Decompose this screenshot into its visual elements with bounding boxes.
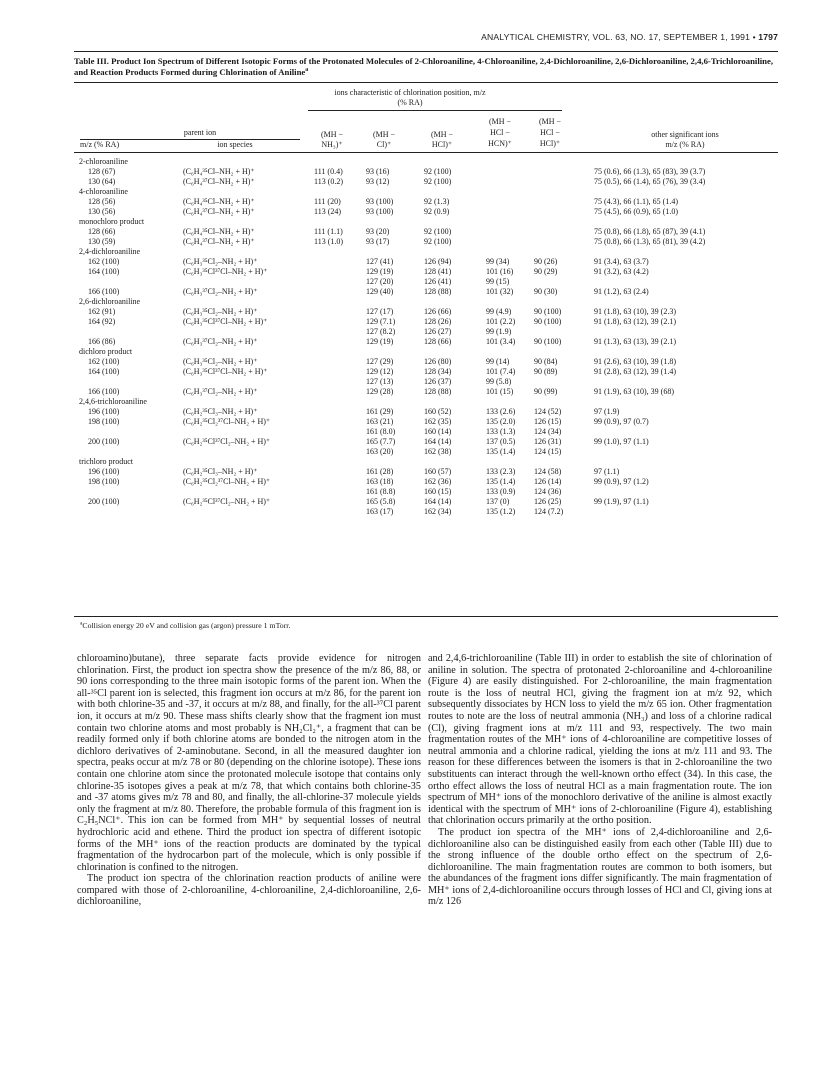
table-cell-hcn: 99 (5.8) — [486, 377, 512, 386]
table-cell-hcl2: 126 (15) — [534, 417, 562, 426]
table-cell-cl: 127 (29) — [366, 357, 394, 366]
table-cell-hcl: 128 (88) — [424, 287, 452, 296]
table-cell-cl: 127 (41) — [366, 257, 394, 266]
table-cell-hcn: 101 (7.4) — [486, 367, 516, 376]
table-cell-hcl: 126 (80) — [424, 357, 452, 366]
table-group-label: trichloro product — [79, 457, 133, 466]
body-column-right — [428, 653, 772, 908]
table-cell-hcn: 137 (0) — [486, 497, 510, 506]
table-cell-other: 91 (1.8), 63 (12), 39 (2.1) — [594, 317, 676, 326]
table-cell-mz: 196 (100) — [88, 467, 120, 476]
footnote-text: Collision energy 20 eV and collision gas (argon) pressure 1 mTorr. — [82, 621, 291, 630]
table-cell-cl: 129 (19) — [366, 337, 394, 346]
table-cell-other: 97 (1.1) — [594, 467, 620, 476]
table-cell-mz: 200 (100) — [88, 497, 120, 506]
table-cell-cl: 161 (8.8) — [366, 487, 396, 496]
table-cell-hcn: 135 (1.2) — [486, 507, 516, 516]
body-column-left — [77, 653, 421, 908]
table-cell-sp: (C₆H₃³⁵Cl₂–NH₂ + H)⁺ — [183, 257, 258, 266]
table-cell-hcl2: 126 (25) — [534, 497, 562, 506]
table-cell-hcl: 162 (38) — [424, 447, 452, 456]
table-cell-hcn: 101 (32) — [486, 287, 514, 296]
table-cell-hcl: 162 (36) — [424, 477, 452, 486]
table-cell-other: 75 (0.8), 66 (1.3), 65 (81), 39 (4.2) — [594, 237, 706, 246]
table-cell-hcn: 99 (1.9) — [486, 327, 512, 336]
table-cell-other: 99 (0.9), 97 (0.7) — [594, 417, 649, 426]
table-cell-hcl2: 124 (58) — [534, 467, 562, 476]
table-cell-cl: 161 (8.0) — [366, 427, 396, 436]
table-cell-hcl: 160 (57) — [424, 467, 452, 476]
table-bottom-rule — [74, 616, 778, 617]
table-cell-cl: 165 (5.8) — [366, 497, 396, 506]
table-cell-mz: 128 (56) — [88, 197, 116, 206]
table-cell-hcn: 135 (2.0) — [486, 417, 516, 426]
table-cell-other: 91 (1.3), 63 (13), 39 (2.1) — [594, 337, 676, 346]
col-other-line2: m/z (% RA) — [665, 140, 705, 149]
table-cell-mz: 130 (64) — [88, 177, 116, 186]
table-cell-nh3: 113 (24) — [314, 207, 342, 216]
table-cell-hcl2: 90 (30) — [534, 287, 558, 296]
table-cell-cl: 161 (28) — [366, 467, 394, 476]
table-cell-hcl: 160 (14) — [424, 427, 452, 436]
table-cell-mz: 166 (100) — [88, 287, 120, 296]
table-cell-sp: (C₆H₄³⁵Cl–NH₂ + H)⁺ — [183, 197, 255, 206]
table-group-label: 2,4,6-trichloroaniline — [79, 397, 147, 406]
table-cell-sp: (C₆H₂³⁵Cl₂³⁷Cl–NH₂ + H)⁺ — [183, 477, 271, 486]
left-paragraph-2: The product ion spectra of the chlorination reaction products of aniline were compared with those of 2-chloroaniline, 4-chloroaniline, 2,4-dichloroaniline, 2,6-dichloroaniline, — [77, 873, 421, 908]
col-other-line1: other significant ions — [651, 130, 719, 139]
table-cell-other: 91 (3.2), 63 (4.2) — [594, 267, 649, 276]
table-cell-other: 75 (0.5), 66 (1.4), 65 (76), 39 (3.4) — [594, 177, 706, 186]
table-cell-sp: (C₆H₄³⁷Cl–NH₂ + H)⁺ — [183, 207, 255, 216]
table-cell-hcn: 101 (2.2) — [486, 317, 516, 326]
top-rule — [74, 51, 778, 52]
table-cell-sp: (C₆H₄³⁷Cl–NH₂ + H)⁺ — [183, 177, 255, 186]
col-nh3-line1: (MH − — [320, 130, 344, 139]
table-cell-other: 91 (2.8), 63 (12), 39 (1.4) — [594, 367, 676, 376]
table-cell-sp: (C₆H₄³⁷Cl–NH₂ + H)⁺ — [183, 237, 255, 246]
table-cell-hcl: 128 (66) — [424, 337, 452, 346]
col-hcl-hcl-line1: (MH − — [538, 117, 562, 126]
table-cell-hcl: 128 (26) — [424, 317, 452, 326]
table-cell-mz: 164 (100) — [88, 267, 120, 276]
bullet: • — [752, 32, 756, 42]
table-cell-hcl: 126 (37) — [424, 377, 452, 386]
table-cell-cl: 163 (21) — [366, 417, 394, 426]
table-cell-mz: 196 (100) — [88, 407, 120, 416]
caption-rule — [74, 82, 778, 83]
table-group-label: 2-chloroaniline — [79, 157, 128, 166]
table-cell-other: 99 (1.0), 97 (1.1) — [594, 437, 649, 446]
table-cell-other: 75 (4.5), 66 (0.9), 65 (1.0) — [594, 207, 678, 216]
table-cell-sp: (C₆H₂³⁵Cl₃–NH₂ + H)⁺ — [183, 407, 258, 416]
table-cell-other: 91 (1.9), 63 (10), 39 (68) — [594, 387, 674, 396]
left-paragraph-1: chloroamino)butane), three separate facts provide evidence for nitrogen chlorination. First, the product ion spectra show the presence of the m/z 86, 88, or 90 ions corresponding to the three main isotopic forms of the parent ion. When the all-³⁵Cl parent ion is selected, this fragment ion occurs at m/z 86, for the parent ion with both chlorine-35 and -37, it occurs at m/z 88, and finally, for the all-³⁷Cl parent ion, it occurs at m/z 90. These mass shifts clearly show that the fragment ion must contain two chlorine atoms and most probably is NH₂Cl₂⁺, a fragment that can be readily formed only if both chlorine atoms are bonded to the nitrogen atom in the dichloro derivatives of 2-aminobutane. Second, in all the measured daughter ion spectra, peaks occur at m/z 78 or 80 (depending on the chlorine isotope). These ions contain one chlorine atom since the protonated molecule isotope that contains only chlorine-35 isotopes gives a peak at m/z 78, that which contains both chlorine-35 and -37 atoms gives m/z 78 and 80, and finally, the all-chlorine-37 molecule yields only the fragment at m/z 80. Therefore, the probable formula of this fragment ion is C₂H₅NCl⁺. This ion can be formed from MH⁺ by sequential losses of neutral hydrochloric acid and ethene. Third the product ion spectra of different isotopic forms of the MH⁺ ions of the reaction products are dominated by the typical fragmentation of the hydrocarbon part of the molecule, which is only possible if chlorination is confined to the nitrogen. — [77, 653, 421, 873]
table-cell-other: 99 (1.9), 97 (1.1) — [594, 497, 649, 506]
table-cell-cl: 93 (16) — [366, 167, 390, 176]
table-cell-hcl2: 90 (100) — [534, 337, 562, 346]
col-hcl-line1: (MH − — [430, 130, 454, 139]
table-cell-hcl2: 90 (100) — [534, 317, 562, 326]
table-cell-hcn: 101 (3.4) — [486, 337, 516, 346]
table-cell-hcl2: 90 (84) — [534, 357, 558, 366]
table-cell-other: 75 (4.3), 66 (1.1), 65 (1.4) — [594, 197, 678, 206]
table-cell-hcn: 99 (14) — [486, 357, 510, 366]
ions-char-underline — [308, 110, 562, 111]
col-hcl-hcn-line1: (MH − — [488, 117, 512, 126]
table-cell-cl: 129 (12) — [366, 367, 394, 376]
table-cell-hcn: 99 (4.9) — [486, 307, 512, 316]
table-cell-sp: (C₆H₂³⁵Cl₃–NH₂ + H)⁺ — [183, 467, 258, 476]
table-cell-sp: (C₆H₃³⁵Cl³⁷Cl–NH₂ + H)⁺ — [183, 317, 268, 326]
table-cell-hcl2: 124 (15) — [534, 447, 562, 456]
col-hcl-hcl-line3: HCl)⁺ — [539, 139, 561, 148]
table-cell-hcn: 99 (15) — [486, 277, 510, 286]
table-cell-hcn: 99 (34) — [486, 257, 510, 266]
journal-line: ANALYTICAL CHEMISTRY, VOL. 63, NO. 17, SEPTEMBER 1, 1991 — [481, 32, 751, 42]
table-cell-mz: 128 (66) — [88, 227, 116, 236]
table-cell-cl: 127 (8.2) — [366, 327, 396, 336]
table-cell-hcl: 164 (14) — [424, 497, 452, 506]
table-cell-other: 99 (0.9), 97 (1.2) — [594, 477, 649, 486]
table-cell-other: 91 (1.8), 63 (10), 39 (2.3) — [594, 307, 676, 316]
col-hcl-hcn-line3: HCN)⁺ — [488, 139, 512, 148]
table-cell-mz: 162 (100) — [88, 357, 120, 366]
table-cell-mz: 128 (67) — [88, 167, 116, 176]
table-cell-hcn: 135 (1.4) — [486, 447, 516, 456]
table-cell-cl: 129 (40) — [366, 287, 394, 296]
table-group-label: 2,6-dichloroaniline — [79, 297, 141, 306]
table-cell-hcl: 92 (100) — [424, 167, 452, 176]
table-cell-sp: (C₆H₄³⁵Cl–NH₂ + H)⁺ — [183, 227, 255, 236]
table-cell-mz: 130 (59) — [88, 237, 116, 246]
table-caption-text: Table III. Product Ion Spectrum of Different Isotopic Forms of the Protonated Molecules of 2-Chloroaniline, 4-Chloroaniline, 2,4-Dichloroaniline, 2,6-Dichloroaniline, 2,4,6-Trichloroaniline, and Reaction Products Formed during Chlorination of Aniline — [74, 56, 774, 77]
table-cell-sp: (C₆H₂³⁵Cl³⁷Cl₂–NH₂ + H)⁺ — [183, 437, 271, 446]
table-cell-other: 75 (0.8), 66 (1.8), 65 (87), 39 (4.1) — [594, 227, 706, 236]
table-cell-sp: (C₆H₃³⁵Cl³⁷Cl–NH₂ + H)⁺ — [183, 367, 268, 376]
running-header — [74, 32, 778, 42]
table-cell-hcn: 137 (0.5) — [486, 437, 516, 446]
table-cell-sp: (C₆H₃³⁵Cl₂–NH₂ + H)⁺ — [183, 357, 258, 366]
header-bottom-rule — [74, 152, 778, 153]
table-cell-cl: 163 (17) — [366, 507, 394, 516]
table-cell-hcl: 126 (66) — [424, 307, 452, 316]
table-cell-nh3: 111 (1.1) — [314, 227, 343, 236]
table-cell-sp: (C₆H₃³⁵Cl₂–NH₂ + H)⁺ — [183, 307, 258, 316]
table-cell-hcl: 126 (94) — [424, 257, 452, 266]
table-cell-hcl: 128 (88) — [424, 387, 452, 396]
col-cl-line1: (MH − — [372, 130, 396, 139]
table-cell-hcl: 160 (15) — [424, 487, 452, 496]
table-cell-other: 91 (1.2), 63 (2.4) — [594, 287, 649, 296]
table-cell-hcn: 133 (0.9) — [486, 487, 516, 496]
table-cell-hcn: 101 (16) — [486, 267, 514, 276]
table-cell-mz: 164 (92) — [88, 317, 116, 326]
table-cell-cl: 129 (19) — [366, 267, 394, 276]
table-cell-cl: 127 (17) — [366, 307, 394, 316]
table-cell-hcl2: 90 (26) — [534, 257, 558, 266]
table-cell-sp: (C₆H₃³⁷Cl₂–NH₂ + H)⁺ — [183, 387, 258, 396]
table-cell-mz: 162 (100) — [88, 257, 120, 266]
table-cell-hcn: 135 (1.4) — [486, 477, 516, 486]
table-cell-nh3: 111 (20) — [314, 197, 341, 206]
table-cell-hcl2: 124 (34) — [534, 427, 562, 436]
col-hcl-line2: HCl)⁺ — [431, 140, 453, 149]
table-cell-cl: 93 (20) — [366, 227, 390, 236]
table-cell-other: 97 (1.9) — [594, 407, 620, 416]
table-cell-cl: 93 (100) — [366, 197, 394, 206]
table-cell-hcl: 126 (41) — [424, 277, 452, 286]
table-cell-hcl2: 124 (36) — [534, 487, 562, 496]
table-cell-mz: 130 (56) — [88, 207, 116, 216]
col-hcl-hcl-line2: HCl − — [540, 128, 560, 137]
table-cell-cl: 163 (18) — [366, 477, 394, 486]
table-cell-other: 75 (0.6), 66 (1.3), 65 (83), 39 (3.7) — [594, 167, 706, 176]
table-cell-hcl2: 126 (14) — [534, 477, 562, 486]
table-cell-cl: 165 (7.7) — [366, 437, 396, 446]
col-species-heading: ion species — [217, 140, 253, 149]
table-cell-mz: 198 (100) — [88, 477, 120, 486]
table-cell-sp: (C₆H₄³⁵Cl–NH₂ + H)⁺ — [183, 167, 255, 176]
table-cell-nh3: 111 (0.4) — [314, 167, 343, 176]
table-cell-hcl: 92 (100) — [424, 177, 452, 186]
table-cell-hcl: 92 (0.9) — [424, 207, 450, 216]
table-cell-hcl: 128 (41) — [424, 267, 452, 276]
table-cell-hcl2: 90 (29) — [534, 267, 558, 276]
table-cell-cl: 129 (7.1) — [366, 317, 396, 326]
table-cell-mz: 166 (86) — [88, 337, 116, 346]
table-cell-sp: (C₆H₂³⁵Cl³⁷Cl₂–NH₂ + H)⁺ — [183, 497, 271, 506]
table-cell-hcl: 164 (14) — [424, 437, 452, 446]
table-cell-mz: 200 (100) — [88, 437, 120, 446]
table-group-label: 4-chloroaniline — [79, 187, 128, 196]
table-cell-hcl: 92 (1.3) — [424, 197, 450, 206]
table-cell-sp: (C₆H₃³⁷Cl₂–NH₂ + H)⁺ — [183, 287, 258, 296]
table-cell-cl: 127 (13) — [366, 377, 394, 386]
table-footnote — [80, 621, 290, 630]
table-group-label: dichloro product — [79, 347, 133, 356]
table-cell-hcl: 92 (100) — [424, 237, 452, 246]
page-number: 1797 — [758, 32, 778, 42]
table-cell-cl: 93 (17) — [366, 237, 390, 246]
caption-footnote-mark: a — [305, 67, 309, 74]
table-cell-hcl: 126 (27) — [424, 327, 452, 336]
table-cell-hcn: 133 (1.3) — [486, 427, 516, 436]
table-cell-hcn: 133 (2.3) — [486, 467, 516, 476]
table-cell-cl: 127 (20) — [366, 277, 394, 286]
right-paragraph-1: and 2,4,6-trichloroaniline (Table III) in order to establish the site of chlorination of aniline in solution. The spectra of protonated 2-chloroaniline and 4-chloroaniline (Figure 4) are easily distinguished. For 2-chloroaniline, the main fragmentation route is the loss of neutral HCl, giving the fragment ion at m/z 92, which subsequently dissociates by HCN loss to yield the m/z 65 ion. Other fragmentation routes to note are the loss of neutral ammonia (NH₃) and loss of a chlorine radical (Cl), giving fragment ions at m/z 111 and 93, respectively. The two main fragmentation routes of the MH⁺ ions of 4-chloroaniline are competitive losses of neutral ammonia and a chlorine radical, yielding the ions at m/z 111 and 93. The reason for these differences between the isomers is that in 2-chloroaniline the two substituents can interact through the well-known ortho effect (34). In this case, the ortho effect allows the loss of neutral HCl as a main fragmentation route. The ion spectrum of MH⁺ ions of the monochloro derivative of the aniline is almost exactly identical with the spectrum of MH⁺ ions of 2-chloroaniline (Figure 4), establishing that chlorination occurs primarily at the ortho position. — [428, 653, 772, 827]
col-mz-heading: m/z (% RA) — [80, 140, 120, 149]
col-nh3-line2: NH₃)⁺ — [321, 140, 343, 149]
table-cell-hcl2: 90 (100) — [534, 307, 562, 316]
table-cell-other: 91 (3.4), 63 (3.7) — [594, 257, 649, 266]
table-cell-cl: 161 (29) — [366, 407, 394, 416]
table-cell-cl: 93 (100) — [366, 207, 394, 216]
table-cell-hcl2: 124 (52) — [534, 407, 562, 416]
ions-char-heading-2: (% RA) — [397, 98, 423, 107]
right-paragraph-2: The product ion spectra of the MH⁺ ions of 2,4-dichloroaniline and 2,6-dichloroaniline also can be distinguished easily from each other (Table III) due to the strong influence of the double ortho effect on the spectrum of 2,6-dichloroaniline. The main fragmentation routes are common to both isomers, but the abundances of the fragment ions differ significantly. The main fragmentation of MH⁺ ions of 2,4-dichloroaniline occurs through losses of HCl and Cl, giving ions at m/z 126 — [428, 826, 772, 908]
table-cell-hcl: 162 (34) — [424, 507, 452, 516]
ions-char-heading-1: ions characteristic of chlorination position, m/z — [334, 88, 486, 97]
footnote-mark: a — [80, 620, 83, 627]
table-cell-hcn: 101 (15) — [486, 387, 514, 396]
table-cell-mz: 166 (100) — [88, 387, 120, 396]
col-hcl-hcn-line2: HCl − — [490, 128, 510, 137]
table-cell-hcl: 128 (34) — [424, 367, 452, 376]
table-cell-nh3: 113 (1.0) — [314, 237, 344, 246]
table-cell-sp: (C₆H₃³⁵Cl³⁷Cl–NH₂ + H)⁺ — [183, 267, 268, 276]
table-cell-hcl2: 90 (89) — [534, 367, 558, 376]
table-cell-hcl: 162 (35) — [424, 417, 452, 426]
table-cell-hcl: 160 (52) — [424, 407, 452, 416]
table-group-label: monochloro product — [79, 217, 145, 226]
table-cell-sp: (C₆H₂³⁵Cl₂³⁷Cl–NH₂ + H)⁺ — [183, 417, 271, 426]
table-cell-mz: 162 (91) — [88, 307, 116, 316]
table-cell-hcl2: 90 (99) — [534, 387, 558, 396]
table-cell-hcl: 92 (100) — [424, 227, 452, 236]
table-cell-cl: 163 (20) — [366, 447, 394, 456]
table-caption — [74, 56, 778, 78]
table-cell-sp: (C₆H₃³⁷Cl₂–NH₂ + H)⁺ — [183, 337, 258, 346]
col-cl-line2: Cl)⁺ — [376, 140, 392, 149]
parent-ion-heading: parent ion — [183, 128, 217, 137]
table-cell-mz: 198 (100) — [88, 417, 120, 426]
table-cell-hcl2: 126 (31) — [534, 437, 562, 446]
table-group-label: 2,4-dichloroaniline — [79, 247, 141, 256]
table-cell-cl: 93 (12) — [366, 177, 390, 186]
table-cell-mz: 164 (100) — [88, 367, 120, 376]
table-cell-hcn: 133 (2.6) — [486, 407, 516, 416]
table-cell-other: 91 (2.6), 63 (10), 39 (1.8) — [594, 357, 676, 366]
table-cell-hcl2: 124 (7.2) — [534, 507, 564, 516]
table-cell-cl: 129 (28) — [366, 387, 394, 396]
table-cell-nh3: 113 (0.2) — [314, 177, 344, 186]
